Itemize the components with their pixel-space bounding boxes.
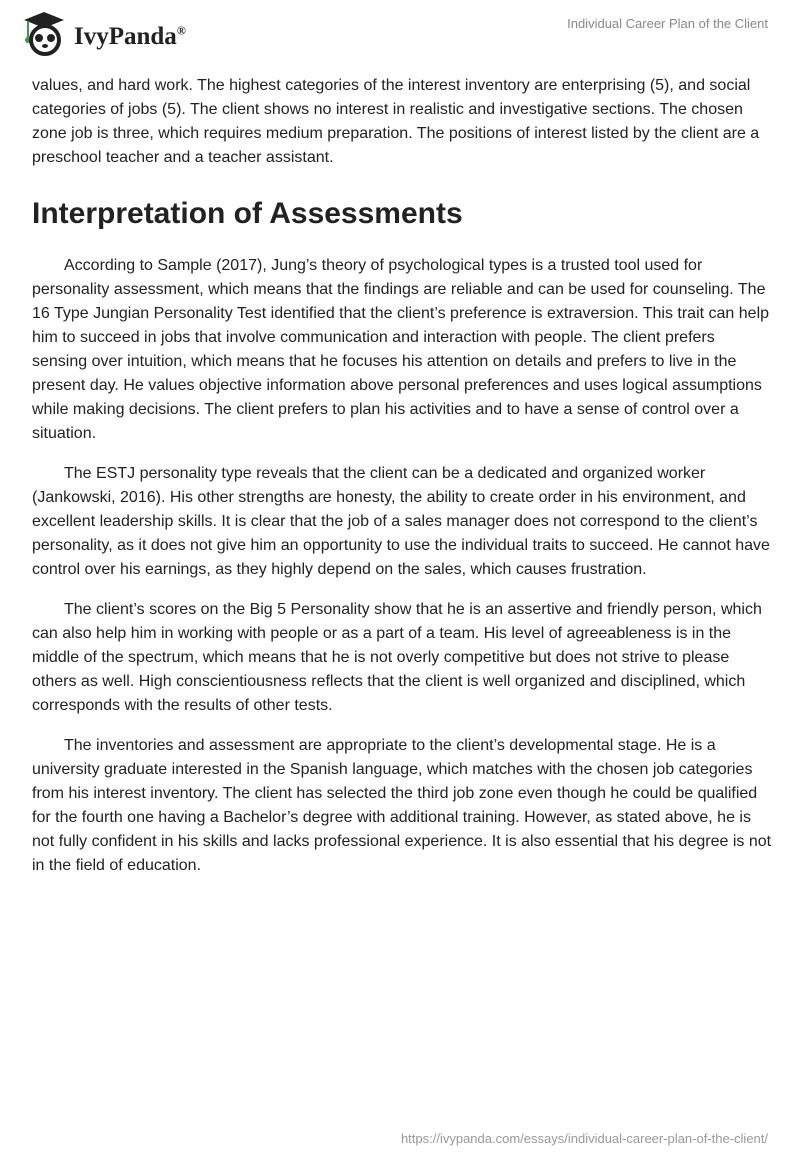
ivypanda-logo[interactable] bbox=[20, 10, 186, 56]
intro-paragraph: values, and hard work. The highest categories of the interest inventory are enterprising (5), and social categories of jobs (5). The client shows no interest in realistic and investigative sections. The chosen zone job is three, which requires medium preparation. The positions of interest listed by the client are a preschool teacher and a teacher assistant. bbox=[32, 77, 760, 166]
logo-text: IvyPanda® bbox=[74, 23, 186, 50]
paragraph: The ESTJ personality type reveals that the client can be a dedicated and organized worker (Jankowski, 2016). His other strengths are honesty, the ability to create order in his environment, and excellent leadership skills. It is clear that the job of a sales manager does not correspond to the client’s personality, as it does not give him an opportunity to use the individual traits to succeed. He cannot have control over his earnings, as they highly depend on the sales, which causes frustration. bbox=[32, 465, 770, 578]
document-title: Individual Career Plan of the Client bbox=[567, 16, 768, 31]
section-heading: Interpretation of Assessments bbox=[32, 197, 463, 230]
essay-content bbox=[32, 74, 772, 894]
panda-logo-icon bbox=[20, 10, 68, 56]
paragraph: The client’s scores on the Big 5 Personality show that he is an assertive and friendly person, which can also help him in working with people or as a part of a team. His level of agreeableness is in the middle of the spectrum, which means that he is not overly competitive but does not strive to please others as well. High conscientiousness reflects that the client is well organized and disciplined, which corresponds with the results of other tests. bbox=[32, 601, 762, 714]
paragraph: According to Sample (2017), Jung’s theory of psychological types is a trusted tool used for personality assessment, which means that the findings are reliable and can be used for counseling. The 16 Type Jungian Personality Test identified that the client’s preference is extraversion. This trait can help him to succeed in jobs that involve communication and interaction with people. The client prefers sensing over intuition, which means that he focuses his attention on details and prefers to live in the present day. He values objective information above personal preferences and uses logical assumptions while making decisions. The client prefers to plan his activities and to have a sense of control over a situation. bbox=[32, 257, 770, 442]
paragraph: The inventories and assessment are appropriate to the client’s developmental stage. He is a university graduate interested in the Spanish language, which matches with the chosen job categories from his interest inventory. The client has selected the third job zone even though he could be qualified for the fourth one having a Bachelor’s degree with additional training. However, as stated above, he is not fully confident in his skills and lacks professional experience. It is also essential that his degree is not in the field of education. bbox=[32, 737, 772, 874]
source-url[interactable]: https://ivypanda.com/essays/individual-career-plan-of-the-client/ bbox=[400, 1131, 768, 1146]
